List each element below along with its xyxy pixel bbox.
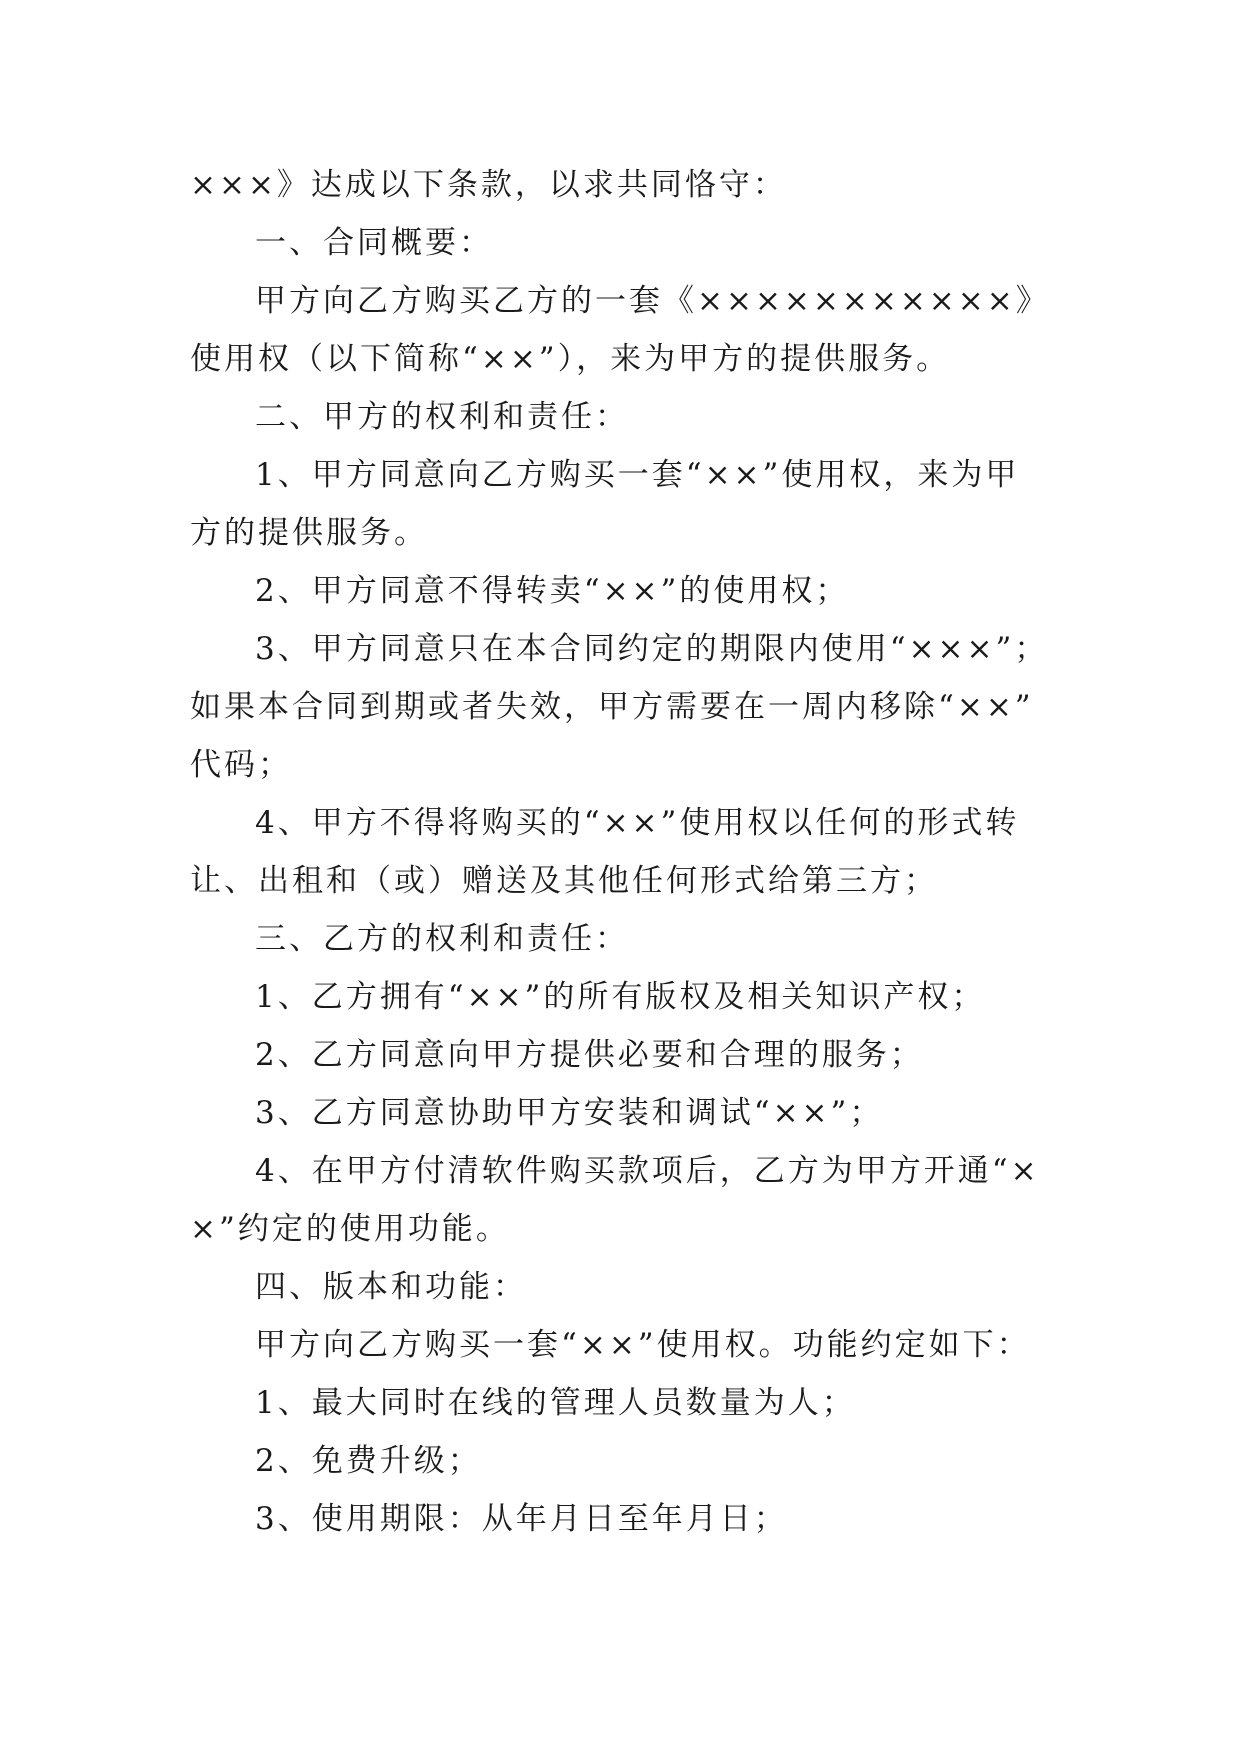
list-item-line: 3、乙方同意协助甲方安装和调试“××”； bbox=[255, 1095, 884, 1131]
list-item-line: 4、在甲方付清软件购买款项后，乙方为甲方开通“× bbox=[255, 1153, 1040, 1189]
list-item-line: 2、甲方同意不得转卖“××”的使用权； bbox=[255, 573, 850, 609]
list-item-line: 1、甲方同意向乙方购买一套“××”使用权，来为甲 bbox=[255, 457, 1020, 493]
section-heading-version-features: 四、版本和功能： bbox=[255, 1269, 527, 1305]
list-item-line: 1、最大同时在线的管理人员数量为人； bbox=[255, 1385, 856, 1421]
list-item-line: 代码； bbox=[190, 747, 292, 783]
paragraph-line: 使用权（以下简称“××”），来为甲方的提供服务。 bbox=[190, 341, 951, 377]
list-item-line: 3、使用期限：从年月日至年月日； bbox=[255, 1501, 788, 1537]
list-item-line: 2、免费升级； bbox=[255, 1443, 482, 1479]
list-item-line: ×”约定的使用功能。 bbox=[190, 1211, 510, 1247]
list-item-line: 4、甲方不得将购买的“××”使用权以任何的形式转 bbox=[255, 805, 1020, 841]
section-heading-party-a-rights: 二、甲方的权利和责任： bbox=[255, 399, 629, 435]
section-heading-contract-overview: 一、合同概要： bbox=[255, 225, 493, 261]
list-item-line: 让、出租和（或）赠送及其他任何形式给第三方； bbox=[190, 863, 938, 899]
list-item-line: 如果本合同到期或者失效，甲方需要在一周内移除“××” bbox=[190, 689, 1034, 725]
list-item-line: 方的提供服务。 bbox=[190, 515, 428, 551]
text-line-continuation: ×××》达成以下条款，以求共同恪守： bbox=[190, 167, 787, 203]
list-item-line: 1、乙方拥有“××”的所有版权及相关知识产权； bbox=[255, 979, 986, 1015]
list-item-line: 2、乙方同意向甲方提供必要和合理的服务； bbox=[255, 1037, 924, 1073]
list-item-line: 3、甲方同意只在本合同约定的期限内使用“×××”； bbox=[255, 631, 1049, 667]
section-heading-party-b-rights: 三、乙方的权利和责任： bbox=[255, 921, 629, 957]
paragraph-line: 甲方向乙方购买乙方的一套《×××××××××××》 bbox=[255, 283, 1050, 319]
paragraph-line: 甲方向乙方购买一套“××”使用权。功能约定如下： bbox=[255, 1327, 1031, 1363]
